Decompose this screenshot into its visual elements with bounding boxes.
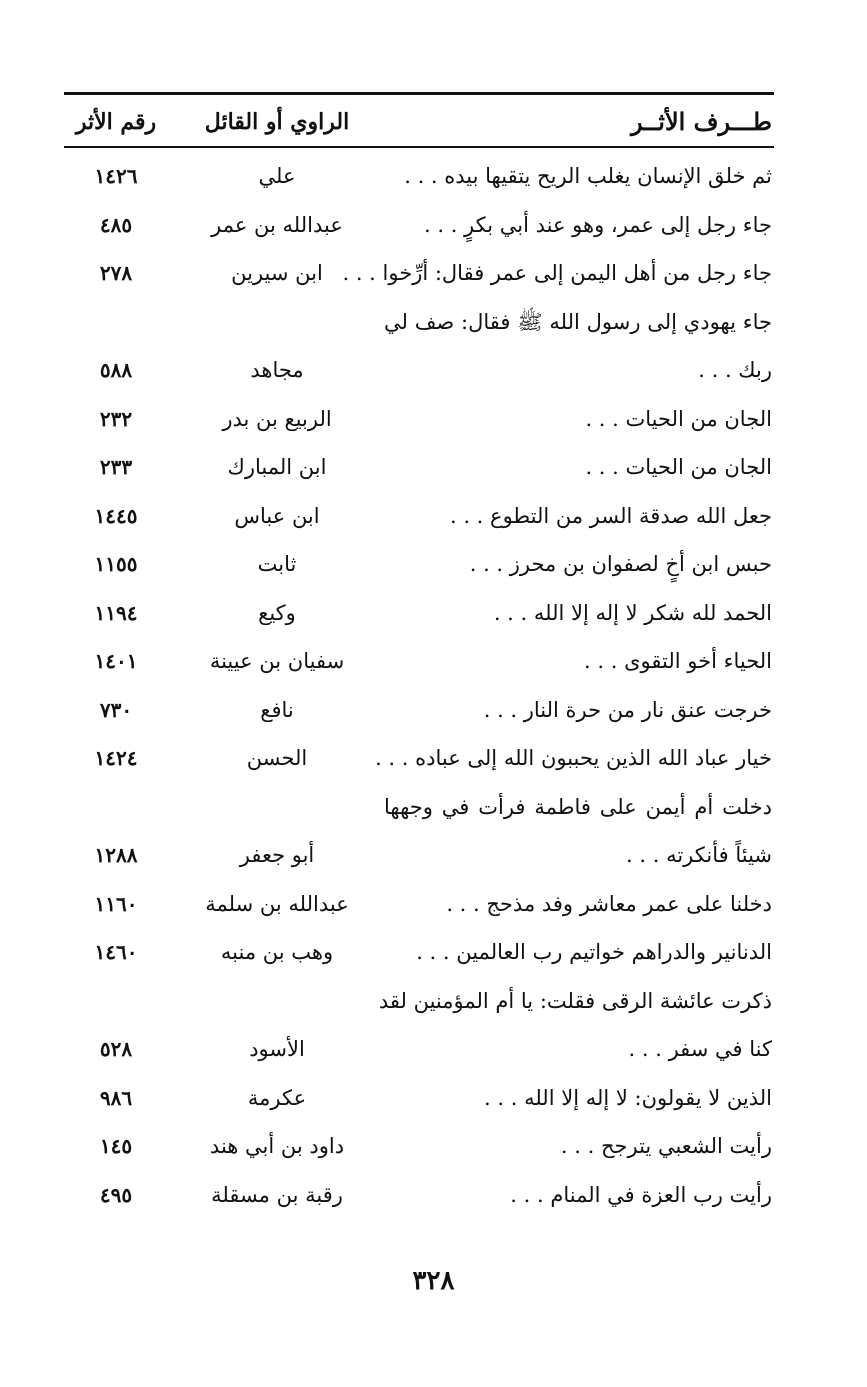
table-row	[64, 641, 774, 681]
row-narrator: وكيع	[258, 600, 296, 625]
table-row	[64, 1029, 774, 1069]
row-text-first-line: ذكرت عائشة الرقى فقلت: يا أم المؤمنين لقد	[378, 988, 772, 1013]
row-text: الحياء أخو التقوى . . .	[584, 649, 772, 673]
table-row	[64, 544, 774, 584]
row-text: كنا في سفر . . .	[628, 1037, 772, 1061]
row-text: الجان من الحيات . . .	[585, 406, 772, 431]
row-text: حبس ابن أخٍ لصفوان بن محرز . . .	[469, 552, 772, 576]
table-row-continuation	[64, 302, 774, 342]
row-number: ١١٦٠	[94, 891, 138, 916]
row-text: جاء رجل إلى عمر، وهو عند أبي بكرٍ . . .	[424, 212, 772, 237]
row-number: ٢٣٢	[99, 406, 133, 431]
row-narrator: عبدالله بن عمر	[211, 212, 343, 237]
table-row	[64, 932, 774, 972]
row-text: الذين لا يقولون: لا إله إلا الله . . .	[484, 1085, 772, 1110]
row-number: ٥٨٨	[99, 358, 133, 382]
row-narrator: نافع	[260, 697, 294, 722]
row-text: ثم خلق الإنسان يغلب الريح يتقيها بيده . . .	[404, 164, 772, 188]
table-row-continuation	[64, 787, 774, 827]
table-row	[64, 835, 774, 875]
row-number: ١٤٢٦	[94, 164, 138, 188]
row-text: جاء رجل من أهل اليمن إلى عمر فقال: أرِّخوا . . .	[342, 261, 772, 285]
row-number: ١١٥٥	[94, 552, 138, 576]
table-row	[64, 205, 774, 245]
row-narrator: ابن سيرين	[231, 261, 323, 285]
row-text: خرجت عنق نار من حرة النار . . .	[483, 697, 772, 722]
page-number: ٣٢٨	[412, 1266, 455, 1296]
row-number: ٢٣٣	[99, 455, 133, 479]
row-text: الجان من الحيات . . .	[585, 455, 772, 479]
row-narrator: عكرمة	[247, 1085, 307, 1110]
row-text: شيئاً فأنكرته . . .	[626, 843, 772, 867]
row-narrator: ثابت	[257, 552, 297, 576]
row-number: ٤٨٥	[99, 212, 133, 237]
table-row	[64, 1078, 774, 1118]
table-header	[64, 100, 774, 144]
row-narrator: أبو جعفر	[239, 843, 315, 867]
row-number: ١٤٤٥	[94, 503, 138, 528]
row-narrator: ابن عباس	[234, 503, 320, 528]
row-narrator: وهب بن منبه	[220, 940, 334, 964]
table-row	[64, 738, 774, 778]
row-narrator: داود بن أبي هند	[209, 1134, 345, 1158]
row-text: ربك . . .	[698, 358, 772, 382]
row-number: ٧٣٠	[99, 697, 133, 722]
table-row	[64, 156, 774, 196]
row-text: الحمد لله شكر لا إله إلا الله . . .	[493, 600, 772, 625]
header-number-column: رقم الأثر	[75, 109, 157, 135]
row-text: الدنانير والدراهم خواتيم رب العالمين . . .	[416, 940, 772, 964]
row-number: ٥٢٨	[99, 1037, 133, 1061]
header-text-column: طـــرف الأثــر	[630, 107, 772, 136]
row-text: رأيت رب العزة في المنام . . .	[510, 1182, 772, 1207]
row-text-first-line: جاء يهودي إلى رسول الله ﷺ فقال: صف لي	[384, 309, 772, 334]
row-text: خيار عباد الله الذين يحببون الله إلى عباده . . .	[375, 746, 772, 770]
table-row	[64, 1126, 774, 1166]
row-number: ٢٧٨	[99, 261, 133, 285]
row-number: ١٤٠١	[94, 649, 138, 673]
header-rule	[64, 146, 774, 148]
table-row	[64, 690, 774, 730]
row-number: ٩٨٦	[99, 1085, 133, 1110]
table-row	[64, 447, 774, 487]
table-row	[64, 496, 774, 536]
row-narrator: الحسن	[246, 746, 308, 770]
row-number: ١٢٨٨	[94, 843, 138, 867]
row-narrator: علي	[258, 164, 296, 188]
row-text: دخلنا على عمر معاشر وفد مذحج . . .	[446, 891, 772, 916]
row-number: ١٤٥	[99, 1134, 133, 1158]
row-narrator: سفيان بن عيينة	[209, 649, 345, 673]
row-text: رأيت الشعبي يترجح . . .	[560, 1134, 772, 1158]
row-number: ١٤٢٤	[94, 746, 138, 770]
row-number: ١١٩٤	[94, 600, 138, 625]
table-row	[64, 399, 774, 439]
table-row	[64, 593, 774, 633]
row-narrator: ابن المبارك	[227, 455, 327, 479]
row-narrator: الأسود	[249, 1037, 305, 1061]
table-row	[64, 350, 774, 390]
table-row	[64, 884, 774, 924]
table-row-continuation	[64, 981, 774, 1021]
row-text: جعل الله صدقة السر من التطوع . . .	[449, 503, 772, 528]
row-narrator: رقبة بن مسقلة	[211, 1182, 343, 1207]
table-row	[64, 253, 774, 293]
row-number: ١٤٦٠	[94, 940, 138, 964]
row-number: ٤٩٥	[99, 1182, 133, 1207]
row-narrator: عبدالله بن سلمة	[205, 891, 349, 916]
top-rule	[64, 92, 774, 95]
row-text-first-line: دخلت أم أيمن على فاطمة فرأت في وجهها	[384, 794, 772, 819]
table-row	[64, 1175, 774, 1215]
row-narrator: الربيع بن بدر	[222, 406, 332, 431]
row-narrator: مجاهد	[250, 358, 304, 382]
header-narrator-column: الراوي أو القائل	[204, 109, 350, 135]
